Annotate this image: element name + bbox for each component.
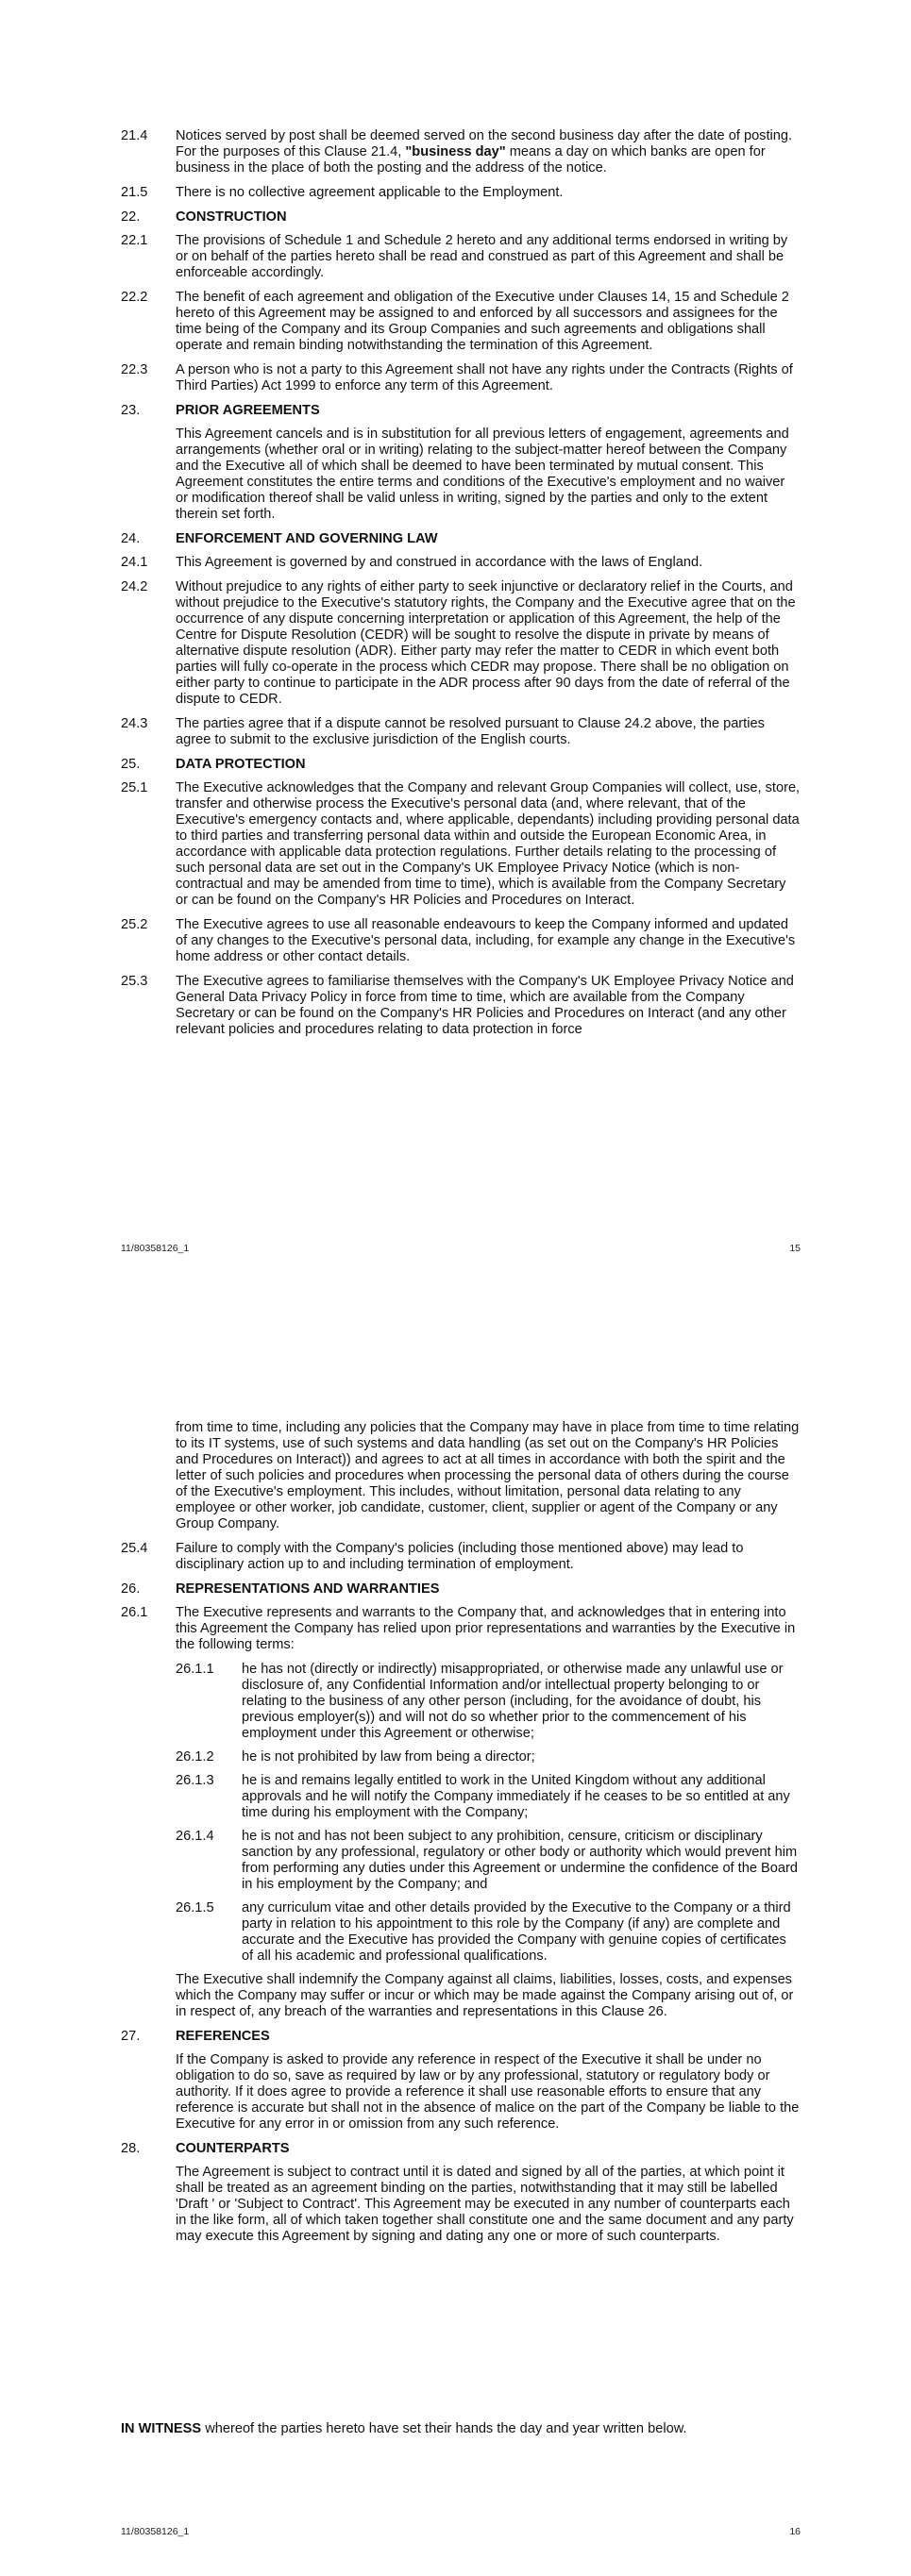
clause-25-2: 25.2 The Executive agrees to use all reasonable endeavours to keep the Company informed and updated of any changes to the Executive's personal data, including, for example any change in the Executive's home address or other contact details. <box>121 917 796 964</box>
page-number: 15 <box>789 1243 801 1254</box>
clause-26-indemnity: The Executive shall indemnify the Company against all claims, liabilities, losses, costs, and expenses which the Company may suffer or incur or which may be made against the Company arising out of, or in respect of, any breach of the warranties and representations in this Clause 26. <box>176 1972 794 2019</box>
document-reference: 11/80358126_1 <box>121 2526 190 2537</box>
in-witness-statement: IN WITNESS whereof the parties hereto have set their hands the day and year written below. <box>121 2421 687 2436</box>
heading-data-protection: 25. DATA PROTECTION <box>121 757 306 772</box>
heading-prior-agreements: 23. PRIOR AGREEMENTS <box>121 403 320 418</box>
clause-23-text: This Agreement cancels and is in substitution for all previous letters of engagement, agreements and arrangements (whether oral or in writing) relating to the subject-matter hereof between the Company and the Executive all of which shall be deemed to have been terminated by mutual consent. This Agreement constitutes the entire terms and conditions of the Executive's employment and no waiver or modification thereof shall be valid unless in writing, signed by the parties and only to the extent therein set forth. <box>176 427 789 522</box>
clause-25-3-continued: from time to time, including any policies that the Company may have in place from time to time relating to its IT systems, use of such systems and data handling (as set out on the Company's HR Policies and Procedures on Interact)) and agrees to act at all times in accordance with both the spirit and the letter of such policies and procedures when processing the personal data of others during the course of the Executive's employment. This includes, without limitation, personal data relating to any employee or other worker, job candidate, customer, client, supplier or agent of the Company or any Group Company. <box>176 1420 800 1531</box>
page-16 <box>0 1288 911 2576</box>
page-16-content <box>121 1420 801 2253</box>
clause-26-1-4: 26.1.4 he is not and has not been subject to any prohibition, censure, criticism or disciplinary sanction by any professional, regulatory or other body or authority which would prevent him from performing any duties under this Agreement or undermine the confidence of the Board in his employment by the Company; and <box>176 1829 798 1892</box>
clause-number: 21.5 <box>121 185 148 200</box>
clause-28-text: The Agreement is subject to contract until it is dated and signed by all of the parties, at which point it shall be treated as an agreement binding on the parties, notwithstanding that it may still be labelled 'Draft ' or 'Subject to Contract'. This Agreement may be executed in any number of counterparts each in the like form, all of which taken together shall constitute one and the same document and any party may execute this Agreement by signing and dating any one or more of such counterparts. <box>176 2165 794 2244</box>
heading-enforcement: 24. ENFORCEMENT AND GOVERNING LAW <box>121 531 438 546</box>
document-reference: 11/80358126_1 <box>121 1243 190 1254</box>
page-footer <box>121 1243 801 1254</box>
clause-25-3: 25.3 The Executive agrees to familiarise themselves with the Company's UK Employee Privacy Notice and General Data Privacy Policy in force from time to time, which are available from the Company Secretary or can be found on the Company's HR Policies and Procedures on Interact (and any other relevant policies and procedures relating to data protection in force <box>121 974 794 1037</box>
page-number: 16 <box>789 2526 801 2537</box>
clause-25-4: 25.4 Failure to comply with the Company's policies (including those mentioned above) may lead to disciplinary action up to and including termination of employment. <box>121 1541 744 1572</box>
clause-21-5 <box>121 185 801 201</box>
clause-22-2: 22.2 The benefit of each agreement and obligation of the Executive under Clauses 14, 15 and Schedule 2 hereto of this Agreement may be assigned to and enforced by all successors and assignees for the time being of the Company and its Group Companies and such agreements and obligations shall operate and remain binding notwithstanding the termination of this Agreement. <box>121 290 789 353</box>
clause-24-3: 24.3 The parties agree that if a dispute cannot be resolved pursuant to Clause 24.2 above, the parties agree to submit to the exclusive jurisdiction of the English courts. <box>121 716 765 747</box>
clause-26-1-5: 26.1.5 any curriculum vitae and other details provided by the Executive to the Company or a third party in relation to his appointment to this role by the Company (if any) are complete and accurate and the Executive has provided the Company with genuine copies of certificates of all his academic and professional qualifications. <box>176 1900 791 1964</box>
clause-22-1: 22.1 The provisions of Schedule 1 and Schedule 2 hereto and any additional terms endorsed in writing by or on behalf of the parties hereto shall be read and construed as part of this Agreement and shall be enforceable accordingly. <box>121 233 788 280</box>
clause-26-1-3: 26.1.3 he is and remains legally entitled to work in the United Kingdom without any additional approvals and he will notify the Company immediately if he ceases to be so entitled at any time during his employment with the Company; <box>176 1773 790 1820</box>
clause-26-1-2: 26.1.2 he is not prohibited by law from being a director; <box>176 1749 535 1765</box>
clause-number: 21.4 <box>121 128 148 143</box>
clause-26-1-1: 26.1.1 he has not (directly or indirectly) misappropriated, or otherwise made any unlawful use or disclosure of, any Confidential Information and/or intellectual property belonging to or relating to the business of any other person (including, for the avoidance of doubt, his previous employer(s)) and will not do so whether prior to the commencement of his employment under this Agreement or otherwise; <box>176 1662 784 1741</box>
heading-counterparts: 28. COUNTERPARTS <box>121 2141 290 2156</box>
clause-21-4 <box>121 128 801 176</box>
clause-text: There is no collective agreement applicable to the Employment. <box>176 185 564 200</box>
clause-text: Notices served by post shall be deemed served on the second business day after the date of posting. For the purposes of this Clause 21.4, "business day" means a day on which banks are open for business in the place of both the posting and the address of the notice. <box>176 128 793 176</box>
clause-24-2: 24.2 Without prejudice to any rights of either party to seek injunctive or declaratory relief in the Courts, and without prejudice to the Executive's statutory rights, the Company and the Executive agree that on the occurrence of any dispute concerning interpretation or application of this Agreement, the help of the Centre for Dispute Resolution (CEDR) will be sought to resolve the dispute in private by means of alternative dispute resolution (ADR). Either party may refer the matter to CEDR in which event both parties will fully co-operate in the process which CEDR may propose. There shall be no obligation on either party to continue to participate in the ADR process after 90 days from the date of referral of the dispute to CEDR. <box>121 579 796 707</box>
page-15-content <box>121 128 801 1046</box>
clause-25-1: 25.1 The Executive acknowledges that the Company and relevant Group Companies will collect, use, store, transfer and otherwise process the Executive's personal data (and, where relevant, that of the Executive's emergency contacts and, where applicable, dependants) including providing personal data to third parties and transferring personal data within and outside the European Economic Area, in accordance with applicable data protection regulations. Further details relating to the processing of such personal data are set out in the Company's UK Employee Privacy Notice (which is non-contractual and may be amended from time to time), which is available from the Company Secretary or can be found on the Company's HR Policies and Procedures on Interact. <box>121 780 801 908</box>
heading-references: 27. REFERENCES <box>121 2029 270 2044</box>
clause-26-1: 26.1 The Executive represents and warrants to the Company that, and acknowledges that in entering into this Agreement the Company has relied upon prior representations and warranties by the Executive in the following terms: <box>121 1605 796 1652</box>
heading-representations: 26. REPRESENTATIONS AND WARRANTIES <box>121 1581 440 1597</box>
heading-construction: 22. CONSTRUCTION <box>121 209 287 225</box>
clause-22-3: 22.3 A person who is not a party to this Agreement shall not have any rights under the Contracts (Rights of Third Parties) Act 1999 to enforce any term of this Agreement. <box>121 362 793 393</box>
clause-24-1: 24.1 This Agreement is governed by and construed in accordance with the laws of England. <box>121 555 703 570</box>
clause-27-text: If the Company is asked to provide any reference in respect of the Executive it shall be under no obligation to do so, save as required by law or by any professional, statutory or regulatory body or authority. If it does agree to provide a reference it shall use reasonable efforts to ensure that any reference is accurate but shall not in the absence of malice on the part of the Company be liable to the Executive for any error in or omission from any such reference. <box>176 2052 800 2132</box>
page-footer <box>121 2526 801 2537</box>
